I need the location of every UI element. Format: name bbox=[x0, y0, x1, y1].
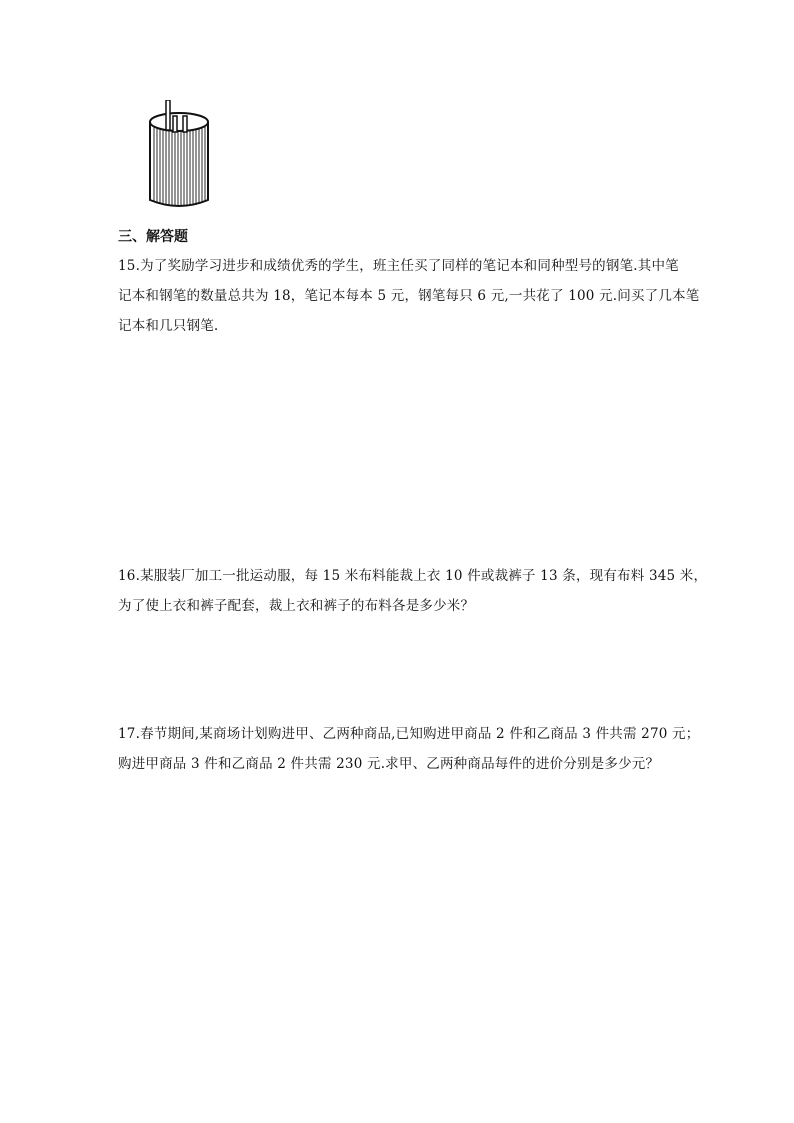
problem-16-line-2: 为了使上衣和裤子配套，裁上衣和裤子的布料各是多少米？ bbox=[118, 598, 475, 614]
cylinder-with-rods-icon bbox=[146, 100, 212, 212]
problem-17-line-2: 购进甲商品 3 件和乙商品 2 件共需 230 元.求甲、乙两种商品每件的进价分别是多少元？ bbox=[118, 756, 660, 772]
problem-15-line-2: 记本和钢笔的数量总共为 18，笔记本每本 5 元，钢笔每只 6 元,一共花了 100 元.问买了几本笔 bbox=[118, 288, 700, 304]
section-heading: 三、解答题 bbox=[118, 229, 188, 245]
problem-15 bbox=[118, 251, 698, 341]
problem-16 bbox=[118, 561, 708, 621]
problem-16-line-1: 16.某服装厂加工一批运动服，每 15 米布料能裁上衣 10 件或裁裤子 13 条，现有布料 345 米， bbox=[118, 568, 708, 584]
problem-15-line-3: 记本和几只钢笔. bbox=[118, 318, 219, 334]
problem-15-line-1: 15.为了奖励学习进步和成绩优秀的学生，班主任买了同样的笔记本和同种型号的钢笔.其中笔 bbox=[118, 258, 679, 274]
problem-17 bbox=[118, 719, 698, 779]
problem-17-line-1: 17.春节期间,某商场计划购进甲、乙两种商品,已知购进甲商品 2 件和乙商品 3 件共需 270 元； bbox=[118, 726, 700, 742]
